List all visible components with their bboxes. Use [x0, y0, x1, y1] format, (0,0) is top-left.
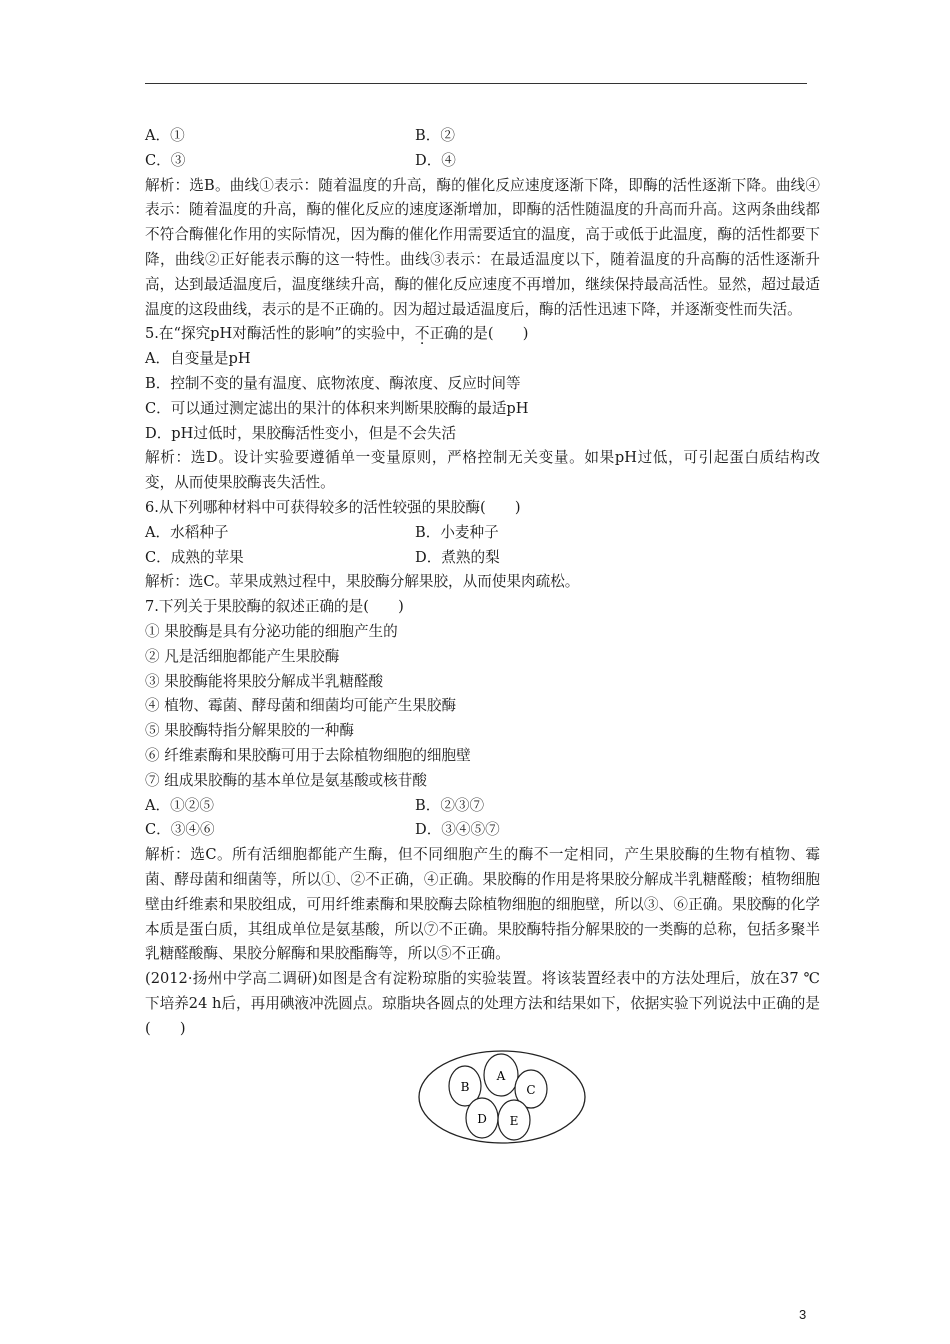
q6-stem: 6.从下列哪种材料中可获得较多的活性较强的果胶酶( ): [145, 498, 521, 516]
q7-options-row-2: [145, 818, 820, 843]
q4-option-c: C．③: [145, 151, 186, 169]
q5-analysis: 解析：选D。设计实验要遵循单一变量原则，严格控制无关变量。如果pH过低，可引起蛋白质结构改变，从而使果胶酶丧失活性。: [145, 449, 820, 492]
q5-stem-suffix: 正确的是( ): [429, 325, 529, 343]
q4-options-row-1: [145, 124, 820, 149]
q5-option-a: A．自变量是pH: [145, 350, 251, 368]
q4-analysis: 解析：选B。曲线①表示：随着温度的升高，酶的催化反应速度逐渐下降，即酶的活性逐渐下降。曲线④表示：随着温度的升高，酶的催化反应的速度逐渐增加，即酶的活性随温度的升高而升高。这两条曲线都不符合酶催化作用的实际情况，因为酶的催化作用需要适宜的温度，高于或低于此温度，酶的活性都要下降，曲线②正好能表示酶的这一特性。曲线③表示：在最适温度以下，随着温度的升高酶的活性逐渐升高，达到最适温度后，温度继续升高，酶的催化反应速度不再增加，继续保持最高活性。显然，超过最适温度的这段曲线，表示的是不正确的。因为超过最适温度后，酶的活性迅速下降，并逐渐变性而失活。: [145, 176, 820, 318]
q7-item: ③ 果胶酶能将果胶分解成半乳糖醛酸: [145, 672, 384, 690]
q7-analysis: 解析：选C。所有活细胞都能产生酶，但不同细胞产生的酶不一定相同，产生果胶酶的生物有植物、霉菌、酵母菌和细菌等，所以①、②不正确，④正确。果胶酶的作用是将果胶分解成半乳糖醛酸；植物细胞壁由纤维素和果胶组成，可用纤维素酶和果胶酶去除植物细胞的细胞壁，所以③、⑥正确。果胶酶的化学本质是蛋白质，其组成单位是氨基酸，所以⑦不正确。果胶酶特指分解果胶的一类酶的总称，包括多聚半乳糖醛酸酶、果胶分解酶和果胶酯酶等，所以⑤不正确。: [145, 846, 820, 963]
q5-stem-prefix: 5.在“探究pH对酶活性的影响”的实验中，: [145, 325, 415, 343]
q6-options-row-1: [145, 521, 820, 546]
q7-stem: 7.下列关于果胶酶的叙述正确的是( ): [145, 598, 404, 616]
q4-options-row-2: [145, 149, 820, 174]
q7-option-d: D．③④⑤⑦: [415, 821, 500, 839]
q6-option-c: C．成熟的苹果: [145, 548, 244, 566]
circle-label-a: A: [496, 1069, 506, 1084]
q7-item: ② 凡是活细胞都能产生果胶酶: [145, 647, 340, 665]
q6-option-d: D．煮熟的梨: [415, 548, 500, 566]
q7-item: ⑤ 果胶酶特指分解果胶的一种酶: [145, 722, 354, 740]
q6-analysis: 解析：选C。苹果成熟过程中，果胶酶分解果胶，从而使果肉疏松。: [145, 573, 580, 591]
page-content: [145, 124, 820, 1145]
q6-option-a: A．水稻种子: [145, 523, 229, 541]
q8-stem: (2012·扬州中学高二调研)如图是含有淀粉琼脂的实验装置。将该装置经表中的方法处理后，放在37 ℃下培养24 h后，再用碘液冲洗圆点。琼脂块各圆点的处理方法和结果如下，依据实验下列说法中正确的是( ): [145, 970, 820, 1037]
q4-option-d: D．④: [415, 151, 456, 169]
agar-plate-svg: [417, 1049, 587, 1145]
circle-label-d: D: [477, 1112, 487, 1127]
q4-option-b: B．②: [415, 127, 455, 144]
q7-options-row-1: [145, 794, 820, 819]
q6-option-b: B．小麦种子: [415, 523, 499, 541]
q5-option-c: C．可以通过测定滤出的果汁的体积来判断果胶酶的最适pH: [145, 399, 529, 417]
q4-option-a: A．①: [145, 127, 185, 144]
q5-option-b: B．控制不变的量有温度、底物浓度、酶浓度、反应时间等: [145, 374, 521, 392]
q7-option-c: C．③④⑥: [145, 821, 215, 839]
circle-label-c: C: [526, 1083, 536, 1098]
q7-option-a: A．①②⑤: [145, 796, 214, 814]
header-rule: [145, 83, 807, 84]
q7-item: ⑦ 组成果胶酶的基本单位是氨基酸或核苷酸: [145, 771, 427, 789]
q7-item: ⑥ 纤维素酶和果胶酶可用于去除植物细胞的细胞壁: [145, 746, 471, 764]
q7-item: ① 果胶酶是具有分泌功能的细胞产生的: [145, 622, 398, 640]
q5-option-d: D．pH过低时，果胶酶活性变小，但是不会失活: [145, 424, 457, 442]
q5-stem-emphasis: 不: [414, 325, 430, 343]
page-number: 3: [799, 1307, 807, 1322]
q6-options-row-2: [145, 546, 820, 571]
circle-label-e: E: [509, 1114, 519, 1129]
q7-item: ④ 植物、霉菌、酵母菌和细菌均可能产生果胶酶: [145, 697, 457, 715]
q7-option-b: B．②③⑦: [415, 796, 485, 814]
q5-stem: [145, 322, 820, 347]
agar-plate-diagram: [417, 1049, 587, 1145]
circle-label-b: B: [460, 1080, 470, 1095]
